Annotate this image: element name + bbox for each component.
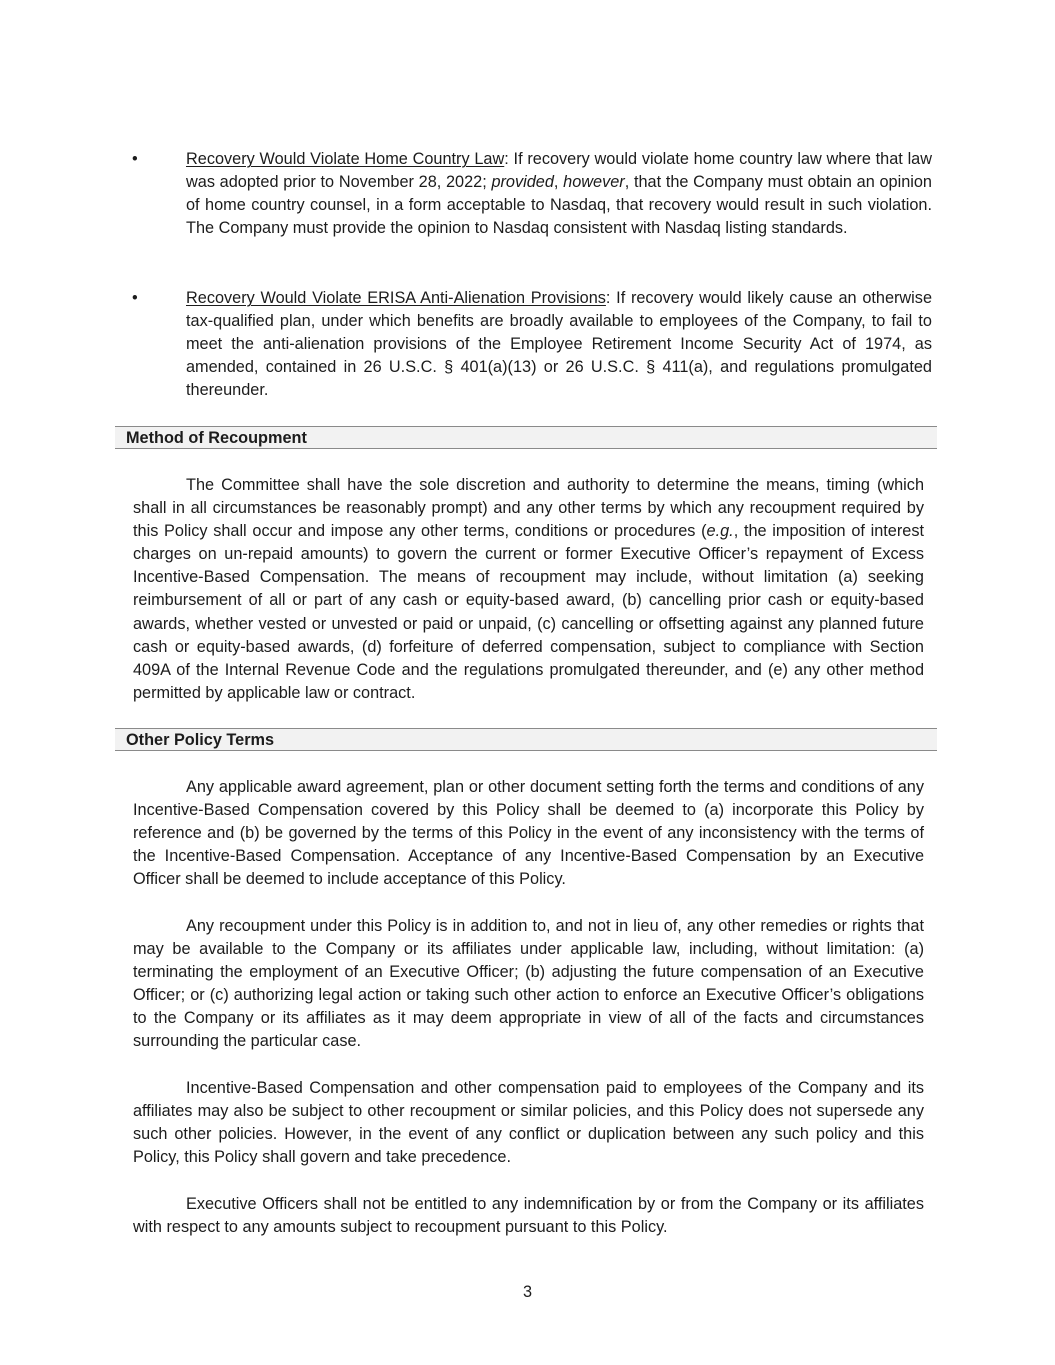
bullet-title: Recovery Would Violate ERISA Anti-Alienation Provisions xyxy=(186,289,606,307)
other-terms-paragraph-3: Incentive-Based Compensation and other compensation paid to employees of the Company and its affiliates may also be subject to other recoupment or similar policies, and this Policy does not supersede any such other policies. However, in the event of any conflict or duplication between any such policy and this Policy, this Policy shall govern and take precedence. xyxy=(133,1079,924,1167)
bullet-mark: • xyxy=(132,150,138,168)
paragraph-italic: e.g. xyxy=(706,522,734,541)
bullet-text-part: : If recovery would violate home country law where that law was adopted prior to November 28, 2022; xyxy=(186,150,932,192)
paragraph-text: The Committee shall have the sole discretion and authority to determine the means, timing (which shall in all circumstances be reasonably prompt) and any other terms by which any recoupment required by this Policy shall occur and impose any other terms, conditions or procedures ( xyxy=(133,476,924,541)
bullet-item-erisa xyxy=(132,287,932,402)
other-terms-paragraph-1: Any applicable award agreement, plan or other document setting forth the terms and conditions of any Incentive-Based Compensation covered by this Policy shall be deemed to (a) incorporate this Policy by reference and (b) be governed by the terms of this Policy in the event of any inconsistency with the terms of the Incentive-Based Compensation. Acceptance of any Incentive-Based Compensation by an Executive Officer shall be deemed to include acceptance of this Policy. xyxy=(133,778,924,889)
bullet-text-part: , xyxy=(553,173,564,192)
bullet-mark: • xyxy=(132,289,138,307)
bullet-text-part: , that the Company must obtain an opinion of home country counsel, in a form acceptable to Nasdaq, that recovery would result in such violation. The Company must provide the opinion to Nasdaq consistent with Nasdaq listing standards. xyxy=(186,173,932,238)
bullet-item-home-country-law xyxy=(132,148,932,240)
bullet-text xyxy=(186,148,932,240)
bullet-italic: however xyxy=(563,173,625,192)
page-number: 3 xyxy=(522,1283,533,1301)
other-terms-paragraph-2: Any recoupment under this Policy is in addition to, and not in lieu of, any other remedies or rights that may be available to the Company or its affiliates under applicable law, including, without limitation: (a) terminating the employment of an Executive Officer; (b) adjusting the future compensation of an Executive Officer; or (c) authorizing legal action or taking such other action to enforce an Executive Officer’s obligations to the Company or its affiliates as it may deem appropriate in view of all of the facts and circumstances surrounding the particular case. xyxy=(133,917,924,1051)
bullet-text xyxy=(186,287,932,402)
other-terms-paragraph-4: Executive Officers shall not be entitled to any indemnification by or from the Company or its affiliates with respect to any amounts subject to recoupment pursuant to this Policy. xyxy=(133,1195,924,1237)
paragraph-text: , the imposition of interest charges on un-repaid amounts) to govern the current or former Executive Officer’s repayment of Excess Incentive-Based Compensation. The means of recoupment may include, without limitation (a) seeking reimbursement of all or part of any cash or equity-based award, (b) cancelling prior cash or equity-based awards, whether vested or unvested or paid or unpaid, (c) cancelling or offsetting against any planned future cash or equity-based awards, (d) forfeiture of deferred compensation, subject to compliance with Section 409A of the Internal Revenue Code and the regulations promulgated thereunder, and (e) any other method permitted by applicable law or contract. xyxy=(133,522,924,702)
section-heading-method-of-recoupment: Method of Recoupment xyxy=(115,426,937,449)
method-paragraph xyxy=(133,474,924,705)
bullet-title: Recovery Would Violate Home Country Law xyxy=(186,150,505,168)
section-heading-other-policy-terms: Other Policy Terms xyxy=(115,728,937,751)
bullet-text-part: : If recovery would likely cause an otherwise tax-qualified plan, under which benefits are broadly available to employees of the Company, to fail to meet the anti-alienation provisions of the Employee Retirement Income Security Act of 1974, as amended, contained in 26 U.S.C. § 401(a)(13) or 26 U.S.C. § 411(a), and regulations promulgated thereunder. xyxy=(186,289,932,400)
bullet-italic: provided xyxy=(491,173,554,192)
